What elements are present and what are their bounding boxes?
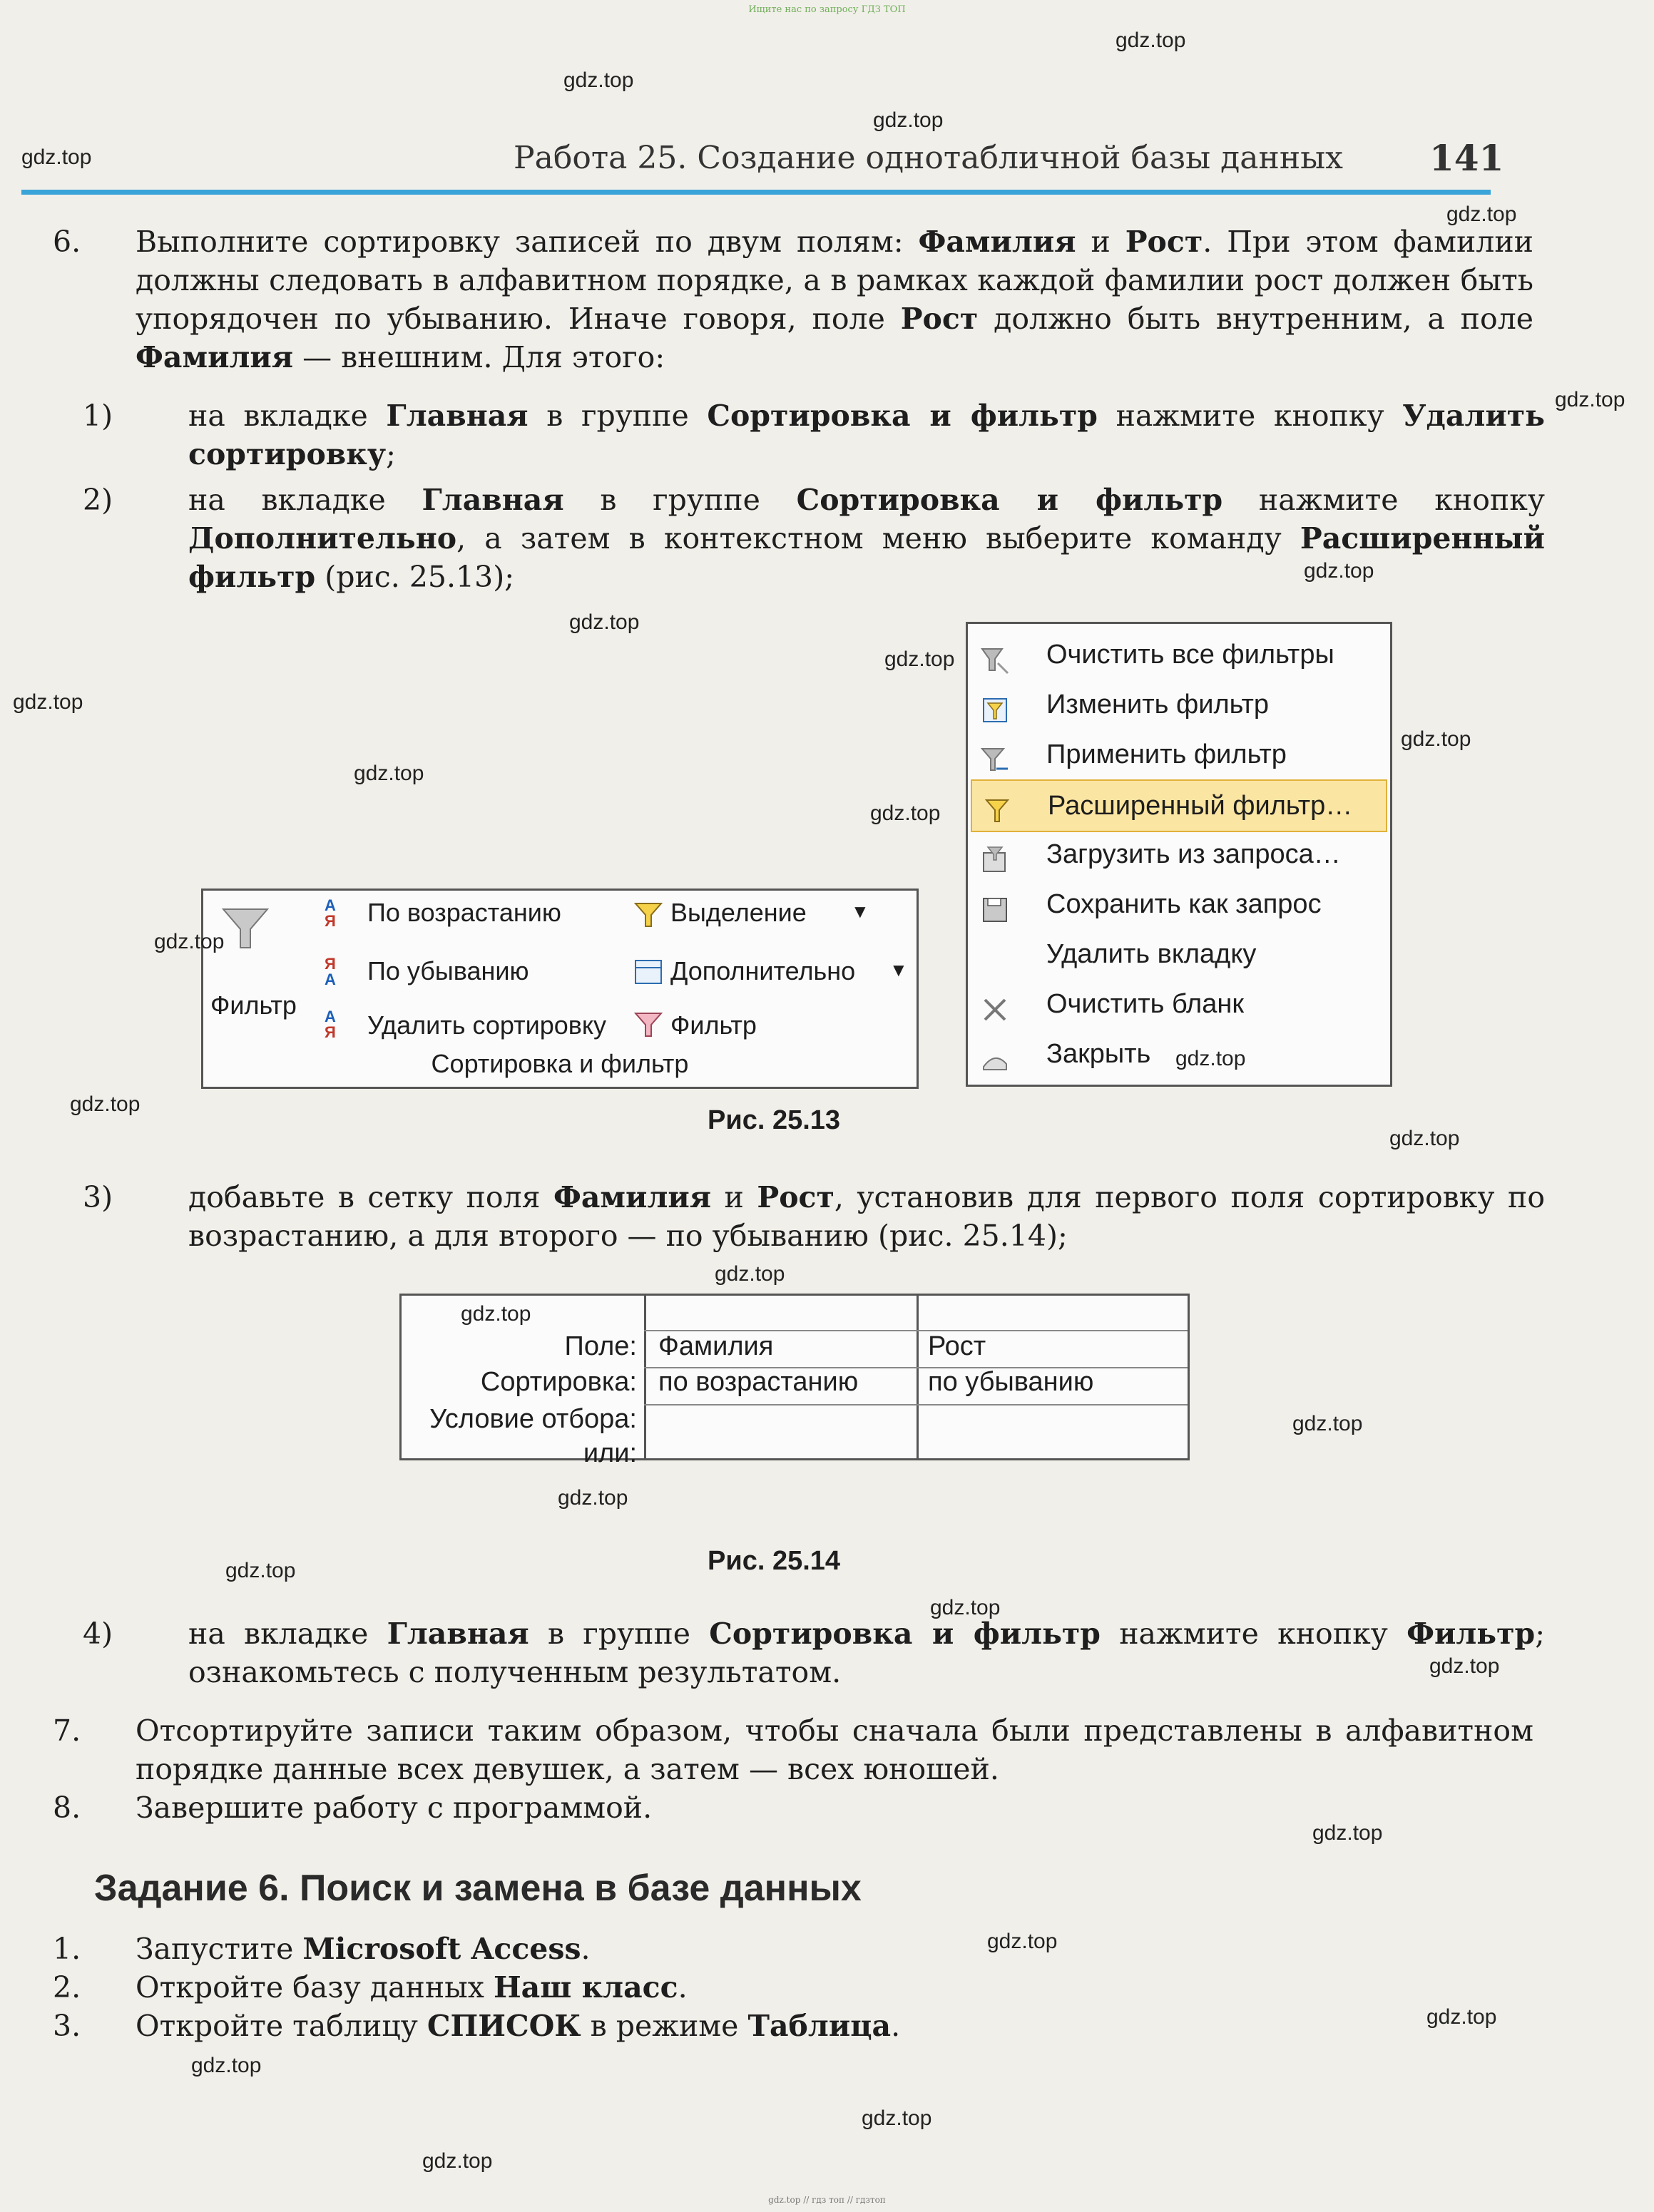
grid-cell-sort-1[interactable]: по возрастанию [658,1367,859,1397]
bottom-note: gdz.top // гдз топ // гдзтоп [768,2195,886,2205]
toggle-filter-icon [634,1010,663,1039]
menu-item-edit-filter[interactable]: Изменить фильтр [968,680,1390,729]
remove-sort-icon: А Я [325,1008,336,1041]
load-query-icon [981,841,1009,869]
menu-item-clear-all-filters[interactable]: Очистить все фильтры [968,630,1390,680]
watermark: gdz.top [70,1092,141,1116]
menu-item-close[interactable]: Закрыть [968,1029,1390,1079]
watermark: gdz.top [1555,388,1625,411]
toggle-filter-button[interactable]: Фильтр [670,1010,757,1040]
watermark: gdz.top [1292,1412,1363,1435]
advanced-context-menu [966,622,1392,1087]
step-8: 8. Завершите работу с программой. [53,1791,653,1825]
watermark: gdz.top [13,690,83,714]
menu-item-apply-filter[interactable]: Применить фильтр [968,729,1390,779]
watermark: gdz.top [1389,1127,1460,1150]
task-6-step-1: 1. Запустите Microsoft Access. [53,1932,591,1966]
watermark: gdz.top [563,68,634,92]
watermark: gdz.top [987,1930,1058,1953]
top-note: Ищите нас по запросу ГДЗ ТОП [748,4,906,15]
ribbon-sort-filter-group [201,889,919,1089]
grid-divider [644,1296,646,1458]
clear-filters-icon [981,641,1009,670]
grid-divider [917,1296,919,1458]
watermark: gdz.top [1429,1654,1500,1678]
watermark: gdz.top [21,145,92,169]
remove-sort-button[interactable]: Удалить сортировку [367,1010,607,1040]
apply-filter-icon [981,741,1009,769]
sort-asc-icon: А Я [325,896,336,930]
advanced-filter-menu-icon [985,792,1014,821]
task-6-heading: Задание 6. Поиск и замена в базе данных [94,1868,862,1909]
watermark: gdz.top [1304,559,1374,583]
watermark: gdz.top [1116,29,1186,52]
watermark: gdz.top [1312,1821,1383,1845]
grid-label-criteria: Условие отбора: [429,1404,637,1434]
page-number: 141 [1429,137,1504,179]
clear-x-icon [981,990,1009,1019]
watermark: gdz.top [884,647,955,671]
grid-label-sort: Сортировка: [480,1367,637,1397]
grid-label-or: или: [583,1438,637,1468]
menu-item-delete-tab[interactable]: Удалить вкладку [1046,939,1257,969]
grid-cell-field-2[interactable]: Рост [928,1331,986,1361]
grid-line [644,1404,1188,1405]
selection-dropdown-icon[interactable]: ▼ [851,901,869,922]
sort-descending-button[interactable]: По убыванию [367,956,529,985]
step-6-sub-1: 1) на вкладке Главная в группе Сортировка и фильтр нажмите кнопку Удалить сортировку; [83,399,1545,471]
menu-item-load-from-query[interactable]: Загрузить из запроса… [968,829,1390,879]
selection-icon [634,901,663,929]
sort-desc-icon: Я А [325,955,336,988]
edit-filter-icon [981,691,1009,720]
task-6-step-3: 3. Откройте таблицу СПИСОК в режиме Таблица. [53,2009,901,2043]
figure-caption-25-14: Рис. 25.14 [708,1546,841,1576]
group-label: Сортировка и фильтр [431,1049,689,1078]
close-icon [981,1040,1009,1069]
watermark: gdz.top [154,930,225,953]
step-6-sub-3: 3) добавьте в сетку поля Фамилия и Рост, установив для первого поля сортировку по возрастанию, а для второго — по убыванию (рис. 25.14); [83,1180,1545,1253]
advanced-button[interactable]: Дополнительно [670,956,856,985]
watermark: gdz.top [1401,727,1471,751]
save-query-icon [981,891,1009,919]
grid-label-field: Поле: [564,1331,637,1361]
watermark: gdz.top [873,108,944,132]
step-6-sub-4: 4) на вкладке Главная в группе Сортировка и фильтр нажмите кнопку Фильтр; ознакомьтесь с полученным результатом. [83,1617,1546,1689]
watermark: gdz.top [862,2106,932,2130]
watermark: gdz.top [422,2149,493,2173]
filter-button[interactable]: Фильтр [210,990,297,1020]
grid-cell-field-1[interactable]: Фамилия [658,1331,774,1361]
grid-cell-sort-2[interactable]: по убыванию [928,1367,1094,1397]
figure-caption-25-13: Рис. 25.13 [708,1105,841,1135]
watermark: gdz.top [715,1262,785,1286]
sort-ascending-button[interactable]: По возрастанию [367,898,561,927]
advanced-filter-icon [634,958,664,986]
watermark: gdz.top [354,762,424,785]
advanced-dropdown-icon[interactable]: ▼ [889,959,908,980]
watermark: gdz.top [1446,203,1517,226]
step-7: 7. Отсортируйте записи таким образом, чтобы сначала были представлены в алфавитном порядке данные всех девушек, а затем — всех юношей. [53,1714,1533,1786]
watermark: gdz.top [461,1302,531,1326]
watermark: gdz.top [558,1486,628,1510]
funnel-icon [220,906,270,952]
task-6-step-2: 2. Откройте базу данных Наш класс. [53,1970,688,2004]
watermark: gdz.top [870,802,941,825]
step-6: 6. Выполните сортировку записей по двум полям: Фамилия и Рост. При этом фамилии должны следовать в алфавитном порядке, а в рамках каждой фамилии рост должен быть упорядочен по убыванию. Иначе говоря, поле Рост должно быть внутренним, а поле Фамилия — внешним. Для этого: [94,222,1533,377]
step-6-sub-2: 2) на вкладке Главная в группе Сортировка и фильтр нажмите кнопку Дополнительно, а затем в контекстном меню выберите команду Расширенный фильтр (рис. 25.13); [83,483,1545,594]
menu-item-clear-grid[interactable]: Очистить бланк [968,979,1390,1029]
selection-button[interactable]: Выделение [670,898,807,927]
running-header: Работа 25. Создание однотабличной базы данных [514,140,1343,176]
watermark: gdz.top [569,610,640,634]
watermark: gdz.top [1175,1047,1246,1070]
watermark: gdz.top [191,2054,262,2077]
menu-item-advanced-filter[interactable]: Расширенный фильтр… [971,779,1387,832]
header-rule [21,190,1491,195]
step-number: 6. [53,225,81,259]
watermark: gdz.top [930,1596,1001,1619]
watermark: gdz.top [1426,2005,1497,2029]
menu-item-save-as-query[interactable]: Сохранить как запрос [968,879,1390,929]
watermark: gdz.top [225,1559,296,1582]
